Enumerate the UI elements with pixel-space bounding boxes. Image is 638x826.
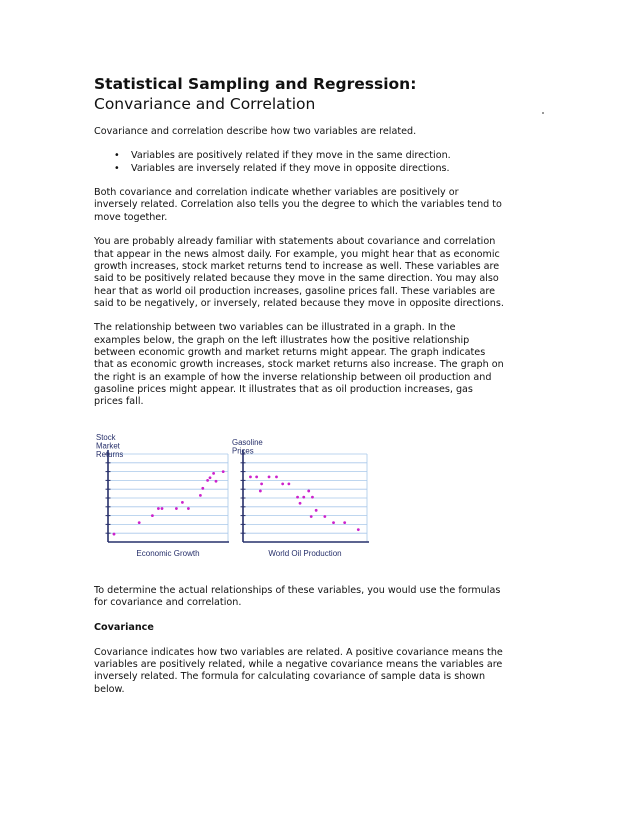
data-point — [181, 501, 184, 504]
data-point — [302, 495, 305, 498]
data-point — [138, 521, 141, 524]
y-axis-label: Stock — [96, 432, 116, 442]
y-axis-label: Prices — [232, 446, 254, 456]
data-point — [157, 507, 160, 510]
intro-paragraph: Covariance and correlation describe how two variables are related. — [94, 126, 417, 137]
bullet-list — [94, 150, 504, 175]
data-point — [175, 507, 178, 510]
stray-dot — [542, 112, 544, 114]
data-point — [212, 471, 215, 474]
x-axis-label: World Oil Production — [268, 548, 342, 558]
section-heading-covariance: Covariance — [94, 622, 154, 634]
x-axis-label: Economic Growth — [136, 548, 200, 558]
paragraph-1: Both covariance and correlation indicate whether variables are positively or inversely related. Correlation also tells you the degree to which the variables tend to move together. — [94, 187, 502, 223]
data-point — [222, 470, 225, 473]
data-point — [323, 515, 326, 518]
data-point — [209, 476, 212, 479]
data-point — [357, 528, 360, 531]
data-point — [343, 521, 346, 524]
data-point — [249, 475, 252, 478]
title-rest: Convariance and Correlation — [94, 95, 316, 113]
data-point — [332, 521, 335, 524]
chart-oil-production — [230, 428, 370, 570]
y-axis-label: Gasoline — [232, 437, 263, 447]
chart-economic-growth — [94, 428, 229, 570]
data-point — [296, 495, 299, 498]
bullet-item: • Variables are inversely related if they move in opposite directions. — [131, 163, 504, 175]
data-point — [281, 482, 284, 485]
document-page — [94, 74, 504, 696]
data-point — [206, 479, 209, 482]
bullet-item: • Variables are positively related if they move in the same direction. — [131, 150, 504, 162]
data-point — [315, 508, 318, 511]
data-point — [275, 475, 278, 478]
data-point — [260, 482, 263, 485]
data-point — [287, 482, 290, 485]
data-point — [199, 493, 202, 496]
data-point — [307, 489, 310, 492]
data-point — [268, 475, 271, 478]
data-point — [310, 515, 313, 518]
data-point — [187, 507, 190, 510]
paragraph-2: You are probably already familiar with statements about covariance and correlation that appear in the news almost daily. For example, you might hear that as economic growth increases, stock market returns tend to increase as well. These variables are said to be positively related because they move in the same direction. You may also hear that as world oil production increases, gasoline prices fall. These variables are said to be negatively, or inversely, related because they move in opposite directions. — [94, 236, 504, 309]
data-point — [113, 532, 116, 535]
paragraph-4: To determine the actual relationships of these variables, you would use the formulas for covariance and correlation. — [94, 584, 501, 608]
data-point — [201, 486, 204, 489]
paragraph-5: Covariance indicates how two variables are related. A positive covariance means the variables are positively related, while a negative covariance means the variables are inversely related. The formula for calculating covariance of sample data is shown below. — [94, 646, 503, 695]
chart-oil-production-svg — [230, 428, 370, 570]
data-point — [299, 501, 302, 504]
chart-figures — [94, 428, 504, 570]
data-point — [259, 489, 262, 492]
page-title — [94, 74, 504, 114]
paragraph-3: The relationship between two variables can be illustrated in a graph. In the examples below, the graph on the left illustrates how the positive relationship between economic growth and market returns might appear. The graph indicates that as economic growth increases, stock market returns also increase. The graph on the right is an example of how the inverse relationship between oil production and gasoline prices might appear. It illustrates that as oil production increases, gas prices fall. — [94, 322, 504, 408]
data-point — [215, 479, 218, 482]
chart-economic-growth-svg — [94, 428, 229, 570]
data-point — [255, 475, 258, 478]
data-point — [161, 507, 164, 510]
data-point — [311, 495, 314, 498]
y-axis-label: Market — [96, 441, 120, 451]
y-axis-label: Returns — [96, 449, 124, 459]
data-point — [151, 514, 154, 517]
title-bold: Statistical Sampling and Regression: — [94, 75, 417, 93]
